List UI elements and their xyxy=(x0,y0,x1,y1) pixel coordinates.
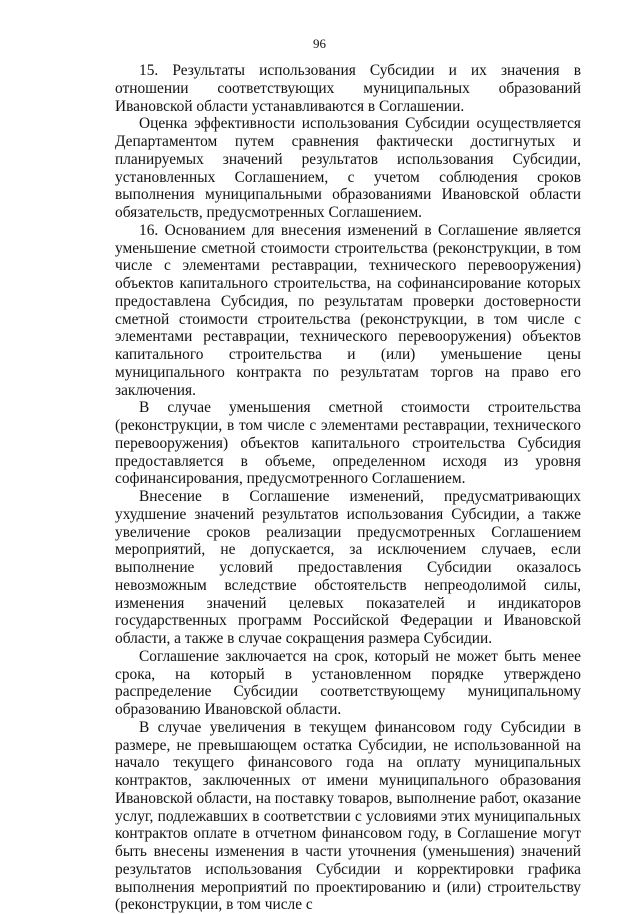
page-number: 96 xyxy=(313,36,326,51)
paragraph-grounds-for-changes: 16. Основанием для внесения изменений в Соглашение является уменьшение сметной стоимости строительства (реконструкции, в том числе с элементами реставрации, технического перевооружения) объектов капитального строительства, на софинансирование которых предоставлена Субсидия, по результатам проверки достоверности сметной стоимости строительства (реконструкции, в том числе с элементами реставрации, технического перевооружения) объектов капитального строительства и (или) уменьшение цены муниципального контракта по результатам торгов на право его заключения. xyxy=(115,221,581,399)
paragraph-results-values: 15. Результаты использования Субсидии и их значения в отношении соответствующих муниципальных образований Ивановской области устанавливаются в Соглашении. xyxy=(115,62,581,115)
paragraph-subsidy-increase: В случае увеличения в текущем финансовом году Субсидии в размере, не превышающем остатка Субсидии, не использованной на начало текущего финансового года на оплату муниципальных контрактов, заключенных от имени муниципального образования Ивановской области, на поставку товаров, выполнение работ, оказание услуг, подлежавших в соответствии с условиями этих муниципальных контрактов оплате в отчетном финансовом году, в Соглашение могут быть внесены изменения в части уточнения (уменьшения) значений результатов использования Субсидии и корректировки графика выполнения мероприятий по проектированию и (или) строительству (реконструкции, в том числе с xyxy=(115,718,581,914)
document-body xyxy=(115,62,581,914)
paragraph-efficiency-assessment: Оценка эффективности использования Субсидии осуществляется Департаментом путем сравнения фактически достигнутых и планируемых значений результатов использования Субсидии, установленных Соглашением, с учетом соблюдения сроков выполнения муниципальными образованиями Ивановской области обязательств, предусмотренных Соглашением. xyxy=(115,115,581,221)
paragraph-cost-reduction: В случае уменьшения сметной стоимости строительства (реконструкции, в том числе с элементами реставрации, технического перевооружения) объектов капитального строительства Субсидия предоставляется в объеме, определенном исходя из уровня софинансирования, предусмотренного Соглашением. xyxy=(115,399,581,488)
paragraph-changes-restriction: Внесение в Соглашение изменений, предусматривающих ухудшение значений результатов использования Субсидии, а также увеличение сроков реализации предусмотренных Соглашением мероприятий, не допускается, за исключением случаев, если выполнение условий предоставления Субсидии оказалось невозможным вследствие обстоятельств непреодолимой силы, изменения значений целевых показателей и индикаторов государственных программ Российской Федерации и Ивановской области, а также в случае сокращения размера Субсидии. xyxy=(115,488,581,647)
paragraph-agreement-term: Соглашение заключается на срок, который не может быть менее срока, на который в установленном порядке утверждено распределение Субсидии соответствующему муниципальному образованию Ивановской области. xyxy=(115,647,581,718)
